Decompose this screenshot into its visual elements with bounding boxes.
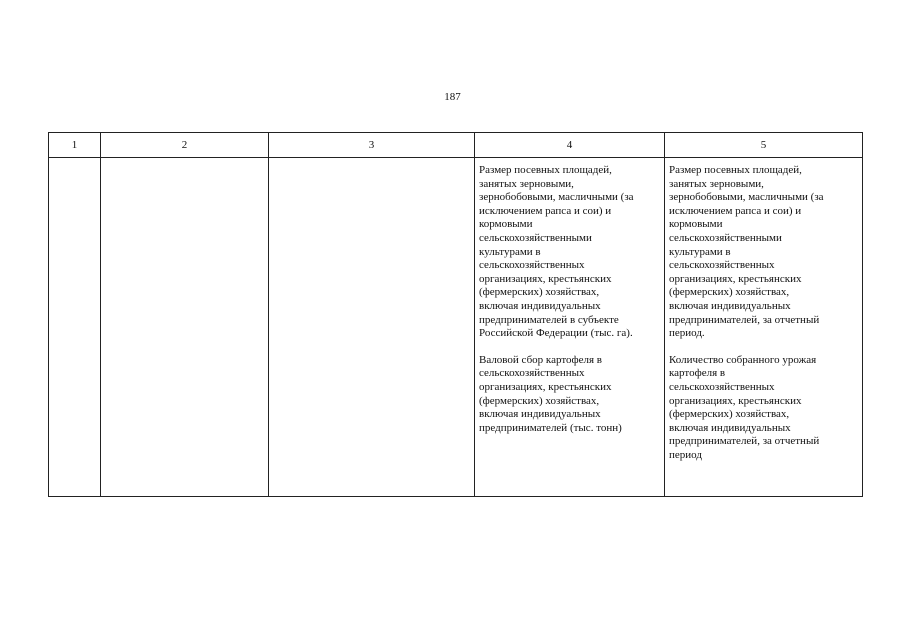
cell-col-5 (665, 158, 863, 497)
column-header-3: 3 (269, 133, 475, 158)
column-header-1: 1 (49, 133, 101, 158)
cell-col-4 (475, 158, 665, 497)
page-number: 187 (444, 91, 461, 103)
column-header-2: 2 (101, 133, 269, 158)
header-row (49, 133, 863, 158)
indicator-potato-harvest-text: Валовой сбор картофеля в сельскохозяйственных организациях, крестьянских (фермерских) хозяйствах, включая индивидуальных предпринимателей (тыс. тонн) (479, 353, 622, 434)
cell-col-3 (269, 158, 475, 497)
definition-potato-harvest-text: Количество собранного урожая картофеля в сельскохозяйственных организациях, крестьянских (фермерских) хозяйствах, включая индивидуальных предпринимателей, за отчетный период (669, 353, 820, 461)
indicator-sown-area-text: Размер посевных площадей, занятых зерновыми, зернобобовыми, масличными (за исключением рапса и сои) и кормовыми сельскохозяйственными культурами в сельскохозяйственных организациях, крестьянских (фермерских) хозяйствах, включая индивидуальных предпринимателей в субъекте Российской Федерации (тыс. га). (479, 164, 634, 340)
column-header-5: 5 (665, 133, 863, 158)
definition-sown-area-text: Размер посевных площадей, занятых зерновыми, зернобобовыми, масличными (за исключением рапса и сои) и кормовыми сельскохозяйственными культурами в сельскохозяйственных организациях, крестьянских (фермерских) хозяйствах, включая индивидуальных предпринимателей, за отчетный период. (669, 164, 824, 340)
cell-col-2 (101, 158, 269, 497)
table-row (49, 158, 863, 497)
table-header (49, 133, 863, 158)
column-header-4: 4 (475, 133, 665, 158)
data-table (48, 132, 863, 497)
cell-col-1 (49, 158, 101, 497)
